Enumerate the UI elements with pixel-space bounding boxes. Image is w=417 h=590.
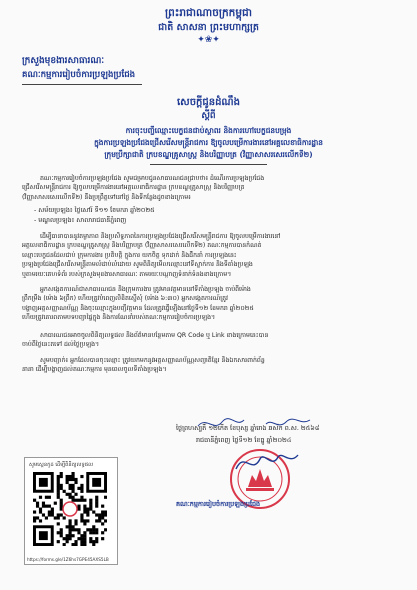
text-line: ចាប់ពីថ្ងៃនេះតទៅ ដល់ថ្ងៃប្រឡង។	[22, 341, 100, 349]
subject-line: ក្នុងការប្រឡងប្រជែងជ្រើសរើសមន្ត្រីរាជការ ឱ្យចូលបម្រើការងារនៅអគ្គលេខាធិការដ្ឋាន	[94, 138, 323, 147]
text-line: សាធារណជនអាចចូលពិនិត្យលទ្ធផល និងព័ត៌មានបន្ថែមតាម QR Code ឬ Link ខាងក្រោមនេះបាន	[40, 332, 269, 339]
ministry-name: ក្រសួងមុខងារសាធារណៈ	[22, 56, 105, 66]
body-paragraph-3	[22, 331, 402, 350]
kingdom-heading: ព្រះរាជាណាចក្រកម្ពុជា	[164, 7, 252, 19]
subject-line: ការចុះបញ្ជីឈ្មោះបេក្ខជនជាប់ស្ថាពរ និងការហៅបេក្ខជនបម្រុង	[125, 126, 292, 135]
header-underline	[22, 84, 142, 85]
handwritten-date-marks	[196, 414, 316, 434]
intro-paragraph	[22, 174, 402, 202]
body-paragraph-4	[22, 356, 402, 375]
text-line: ឬតាមរយៈគេហទំព័រ របស់ក្រសួងមុខងារសាធារណៈ តាមរយៈបណ្តាញទំនាក់ទំនងខាងក្រោម។	[22, 270, 232, 278]
committee-name: គណៈកម្មការរៀបចំការប្រឡងប្រជែង	[22, 70, 136, 80]
text-line: (វិញ្ញាសាសរសេរលើកទី២) នឹងប្រព្រឹត្តទៅនៅថ្ងៃ និងទីកន្លែងដូចខាងក្រោម៖	[22, 193, 191, 201]
qr-code-icon[interactable]	[33, 472, 107, 546]
text-line: អ្នកសង្កេតការណ៍ជាសាធារណជន និងក្រុមការងារ ត្រូវមានវត្តមាននៅទីតាំងប្រឡង ចាប់ពីម៉ោង	[40, 286, 251, 293]
ornament-divider: ✦❀✦	[197, 35, 220, 45]
text-line: ព្រឹកម្រឹង (ម៉ោង ៦ព្រឹក) ហើយត្រូវបំពេញលិខិតស្នើសុំ (ម៉ោង ៦:៣០) អ្នកសង្កេតការណ៍ត្រូវ	[22, 295, 229, 303]
signatory-name: គណៈកម្មការរៀបចំការប្រឡងប្រជែង	[176, 500, 261, 508]
exam-venue-item: - មណ្ឌលប្រឡង៖ សាលារាជធានីភ្នំពេញ	[34, 217, 127, 224]
national-motto: ជាតិ សាសនា ព្រះមហាក្សត្រ	[158, 22, 259, 33]
text-line: ដើម្បីធានាបាននូវតម្លាភាព និងប្រសិទ្ធភាពនៃការប្រឡងប្រជែងជ្រើសរើសមន្ត្រីរាជការ ឱ្យចូលបម្រើការងារនៅ	[40, 233, 281, 240]
signature-icon	[232, 447, 302, 477]
text-line: ឈ្មោះបេក្ខជនដែលជាប់ ក្រុមការងារ ប្រតិបត្តិ ក្នុងការ យកចិត្ត ទុកដាក់ និងដឹកនាំ ការប្រឡងនេះ	[22, 251, 237, 259]
exam-details-list	[34, 206, 155, 226]
title-divider	[150, 164, 267, 165]
qr-url[interactable]: https://forms.gle/1Z6hs7GPE45AXS5LB	[27, 557, 109, 562]
text-line: ជ្រើសរើសមន្ត្រីរាជការ ឱ្យចូលបម្រើការងារនៅអគ្គលេខាធិការដ្ឋាន ក្របខណ្ឌគ្រូសាស្ត្រ និងបរិញ្ញាបត្រ	[22, 184, 245, 192]
document-subject-label: ស្តីពី	[201, 111, 216, 121]
exam-session-item: - សម័យប្រឡង៖ ថ្ងៃសៅរ៍ ទី១១ ខែមករា ឆ្នាំ២០២៥	[34, 207, 155, 214]
document-title: សេចក្តីជូនដំណឹង	[177, 97, 240, 108]
text-line: សូមបញ្ជាក់៖ អ្នកដែលបានចុះឈ្មោះ ត្រូវយកមកនូវអត្តសញ្ញាណប័ណ្ណសញ្ជាតិខ្មែរ និងឯកសារពាក់ព័ន្ធ	[40, 357, 265, 364]
qr-note: សូមស្កេនកូដ ដើម្បីពិនិត្យលទ្ធផល	[29, 462, 94, 468]
text-line: ប្រឡងប្រជែងជ្រើសរើសមន្ត្រីតាមលំដាប់លំដោយ សូមពិនិត្យមើលឈ្មោះនៅទីស្នាក់ការ និងទីតាំងប្រឡង	[22, 261, 253, 269]
lunar-date: ថ្ងៃព្រហស្បតិ៍ ១២កើត ខែបុស្ស ឆ្នាំរោង ឆស័ក ព.ស. ២៥៦៨	[176, 424, 320, 432]
qr-code-panel	[24, 457, 118, 565]
solar-date: រាជធានីភ្នំពេញ ថ្ងៃទី១២ ខែធ្នូ ឆ្នាំ២០២៤	[196, 436, 292, 444]
text-line: នានា ដើម្បីបង្ហាញដល់គណៈកម្មការ មុនពេលចូលទីតាំងប្រឡង។	[22, 366, 167, 374]
text-line: អគ្គលេខាធិការដ្ឋាន ក្របខណ្ឌគ្រូសាស្ត្រ និងបរិញ្ញាបត្រ (វិញ្ញាសាសរសេរលើកទី២) គណៈកម្មការបានកំណត់	[22, 242, 262, 250]
text-line: បង្ហាញអត្តសញ្ញាណប័ណ្ណ និងចុះឈ្មោះក្នុងបញ្ជីវត្តមាន ដែលត្រូវធ្វើឡើងនៅថ្ងៃទី១២ ខែមករា ឆ្នាំ២០២៥	[22, 304, 254, 312]
body-paragraph-2	[22, 285, 402, 323]
subject-line: ក្រុមប្រឹក្សាជាតិ ក្របខណ្ឌគ្រូសាស្ត្រ និងបរិញ្ញាបត្រ (វិញ្ញាសាសរសេរលើកទី២)	[104, 150, 313, 159]
body-paragraph-1	[22, 232, 402, 279]
text-line: ហើយត្រូវគោរពតាមបទបញ្ជាផ្ទៃក្នុង និងការណែនាំរបស់គណៈកម្មការរៀបចំការប្រឡង។	[22, 314, 216, 322]
text-line: គណៈកម្មការរៀបចំការប្រឡងប្រជែង សូមជម្រាបជូនសាធារណជនជ្រាបថា៖ ដំណើរការប្រឡងប្រជែង	[40, 175, 265, 182]
